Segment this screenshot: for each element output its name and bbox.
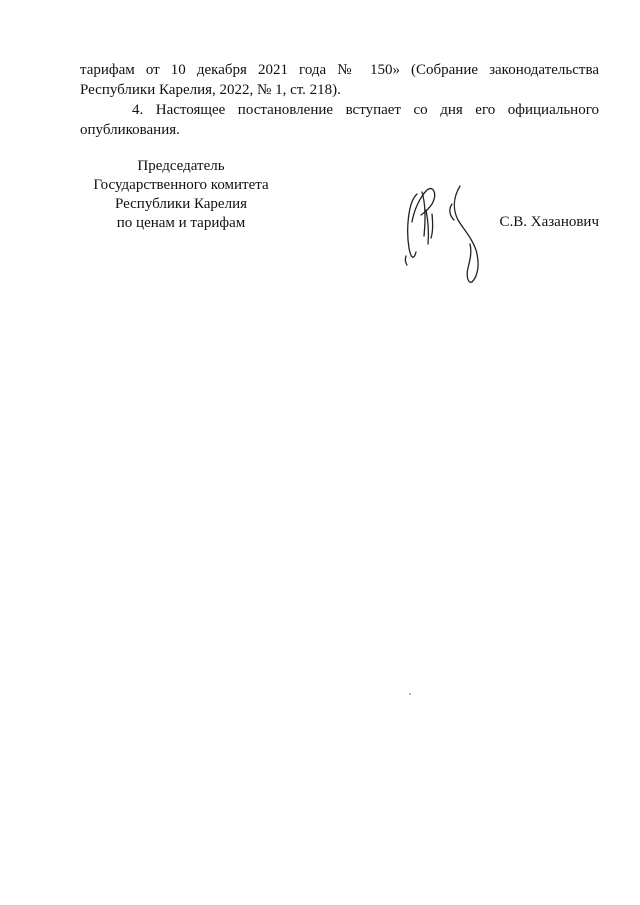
scan-speck xyxy=(409,693,411,695)
signer-name: С.В. Хазанович xyxy=(499,214,599,230)
signatory-title-line: Республики Карелия xyxy=(114,196,248,212)
signatory-title-line: Председатель xyxy=(137,158,225,174)
signatory-title-block xyxy=(80,157,282,233)
document-body xyxy=(80,60,599,140)
paragraph-effective-date: 4. Настоящее постановление вступает со дня его официального опубликования. xyxy=(80,102,599,138)
signatory-title-line: по ценам и тарифам xyxy=(116,215,246,231)
signatory-title-line: Государственного комитета xyxy=(93,177,269,193)
handwritten-signature xyxy=(398,180,498,284)
paragraph-continuation: тарифам от 10 декабря 2021 года № 150» (Собрание законодательства Республики Карелия, 2022, № 1, ст. 218). xyxy=(80,62,599,98)
